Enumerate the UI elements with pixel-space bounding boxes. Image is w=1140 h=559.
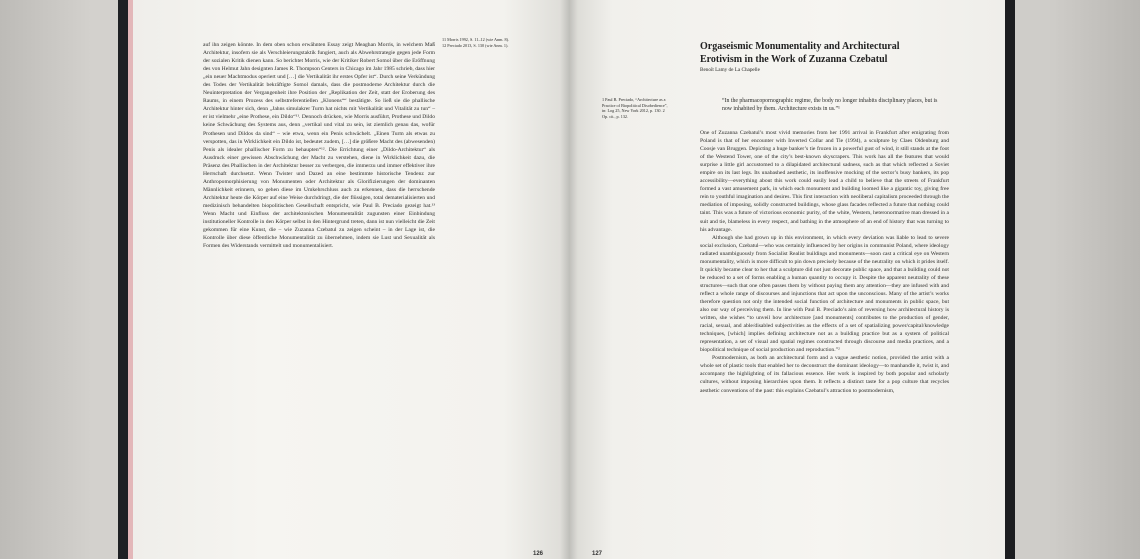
epigraph: “In the pharmacopornographic regime, the body no longer inhabits disciplinary places, but is now inhabited by them. Architecture exists in us.”¹ [722, 98, 938, 113]
page-number-right: 127 [592, 551, 603, 557]
left-body-paragraph: auf ihn zeigen könnte. In dem oben schon erwähnten Essay zeigt Meaghan Morris, in welchem Maß Architektur, insofern sie als Verschleierungstaktik fungiert, auch als Abwehrstrategie gegen jede Form der sozialen Kritik dienen kann. So berichtet Morris, wie der Kritiker Robert Somol über die Eröffnung des von Helmut Jahn designten James R. Thompson Centers in Chicago im Jahr 1985 schrieb, dass hier „ein neuer Machtmodus operiert und […] die Vertikalität ihr erstes Opfer ist“. Durch seine Verkündung des Todes der Vertikalität bekräftigte Somol damals, dass die postmoderne Architektur durch die Neuinterpretation der Vergangenheit ihre Position der „Replikation der Zeit, statt der Eroberung des Raums, in einem Prozess des selbstreferentiellen „Klonens““ bestätigte. So ließ sie die phallische Architektur hinter sich, denn „Jahns simulakrer Turm hat nichts mit Vertikalität und Vitalität zu tun“ – er ist vielmehr „eine Prothese, ein Dildo“¹¹. Dennoch drücken, wie Morris ausführt, Prothese und Dildo keine Schwächung des Systems aus, denn „vertikal und vital zu sein, ist ziemlich genau das, wofür Prothesen und Dildos da sind“ – wie etwa, wenn ein Penis schwächelt. „Einen Turm als etwas zu verspotten, das in Wirklichkeit ein Dildo ist, bedeutet zudem, […] die größere Macht des (abwesenden) Penis als idealer phallischer Form zu behaupten“¹². Die Errichtung einer „Dildo-Architektur“ als Ausdruck einer gewissen Abschwächung der Macht zu verstehen, diene in Wirklichkeit dazu, die Präsenz des Phallischen in der Architektur besser zu verbergen, die immerzu und immer effektiver ihre Herrschaft durchsetzt. Wenn Twister und Dazed an eine bestimmte historische Tendenz zur Anthropomorphisierung von Monumenten oder Architektur als Glorifizierungen der dominanten Männlichkeit erinnern, so gehen diese im Umkehrschluss auch zu erkennen, dass die herrschende Architektur heute die Körper auf eine Weise durchdringt, die der flüssigen, total dematerialisierten und medizinisch behandelten biopolitischen Gesellschaft entspricht, wie Paul B. Preciado gezeigt hat.¹³ Wenn Macht und Einfluss der architektonischen Monumentalität zugunsten einer Einbindung institutioneller Kontrolle in den Körper selbst in den Hintergrund treten, dann ist nun vielleicht die Zeit gekommen für eine Kunst, die – wie Zuzanna Czebatul zu zeigen scheint – in der Lage ist, die Kontrolle über diese öffentliche Monumentalität zu übernehmen, indem sie Lust und Sexualität als Formen des Widerstands vermittelt und monumentalisiert. [203, 42, 435, 250]
left-body-text [203, 41, 435, 250]
page-edge-pink [128, 0, 133, 559]
right-sidenote: 1 Paul B. Preciado, “Architecture as a Practice of Biopolitical Disobedience”, in: Log 25, New York 2012, p. 130. 2 Op. cit., p. 132. [602, 97, 668, 119]
essay-title [700, 41, 960, 66]
essay-title-line-2: Erotivism in the Work of Zuzanna Czebatul [700, 53, 888, 65]
essay-author: Benoît Lamy de La Chapelle [700, 67, 760, 73]
left-footnotes [442, 37, 540, 48]
book-gutter-shadow [560, 0, 578, 559]
right-body-text [700, 129, 949, 395]
body-paragraph-1: One of Zuzanna Czebatul’s most vivid memories from her 1991 arrival in Frankfurt after emigrating from Poland is that of her encounter with Inverted Collar and Tie (1994), a sculpture by Claes Oldenburg and Coosje van Bruggen. Depicting a huge banker’s tie frozen in a powerful gust of wind, it still stands at the foot of the Westend Tower, one of the city’s best-known skyscrapers. This work has all the features that would surprise a little girl accustomed to a dilapidated architectural sadness, such as that which reflected a Soviet empire on its last legs. Its unabashed aesthetic, its inoffensive mocking of the sector’s busy bankers, its pop accessibility—everything about this work could easily lead a child to believe that the streets of Frankfurt formed a vast amusement park, in which each monument and building loomed like a gigantic toy, giving free rein to youthful imagination and desires. This first interaction with neoliberal capitalism proceeded through the mediation of imposing, solidly constructed buildings, whose glass facades reflected a future that nothing could taint. This was a future of victorious economic purity, of the white, Western, heteronormative man dressed in a suit and tie, blameless in every respect, and bathing in the atmosphere of an end of history that was turning to his advantage. [700, 130, 949, 233]
page-number-left: 126 [533, 551, 544, 557]
body-paragraph-2: Although she had grown up in this environment, in which every deviation was liable to lead to severe social exclusion, Czebatul—who was certainly influenced by her origins in communist Poland, where ideology radiated unambiguously from Socialist Realist buildings and monuments—soon cast a critical eye on Western monumentality, which is more difficult to pin down precisely because of the neutrality on which it prides itself. It quickly became clear to her that a sculpture did not just decorate public space, and that a building could not be reduced to a set of forms enabling a human quantity to occupy it. Despite the apparent neutrality of these structures—such that one often passes them by without paying them any attention—they are infused with and reflect a whole range of discourses and injunctions that act upon the unconscious. Many of the artist’s works therefore question not only the intended social function of architecture and monuments in public space, but also our way of perceiving them. In line with Paul B. Preciado’s aim of reversing how architectural history is written, she wishes “to unveil how architecture [and monuments] contributes to the production of gender, racial, sexual, and able/disabled subjectivities as the effects of a set of spatializing power/capital/knowledge techniques, [which] implies defining architecture not as a building practice but as a system of political representation, a set of visual and spatial regimes constructed through discourse and media practices, and a biopolitical technique of social production and reproduction.”² [700, 234, 949, 354]
essay-title-line-1: Orgaseismic Monumentality and Architectural [700, 41, 900, 52]
left-page [132, 0, 569, 559]
footnote-11: 11 Morris 1992, S. 11–12 (wie Anm. 8). [442, 37, 510, 42]
body-paragraph-3: Postmodernism, as both an architectural form and a vague aesthetic notion, provided the artist with a whole set of plastic tools that enabled her to deconstruct the dominant ideology—to manhandle it, twist it, and accompany the highlighting of its fallacious essence. Her work is inspired by both popular and scholarly cultures, without imposing hierarchies upon them. It reflects a distinct taste for a pop culture that recycles aesthetic conventions of the past: this explains Czebatul’s attraction to postmodernism, [700, 355, 949, 394]
right-page [569, 0, 1005, 559]
footnote-12: 12 Preciado 2013, S. 130 (wie Anm. 1). [442, 42, 509, 48]
